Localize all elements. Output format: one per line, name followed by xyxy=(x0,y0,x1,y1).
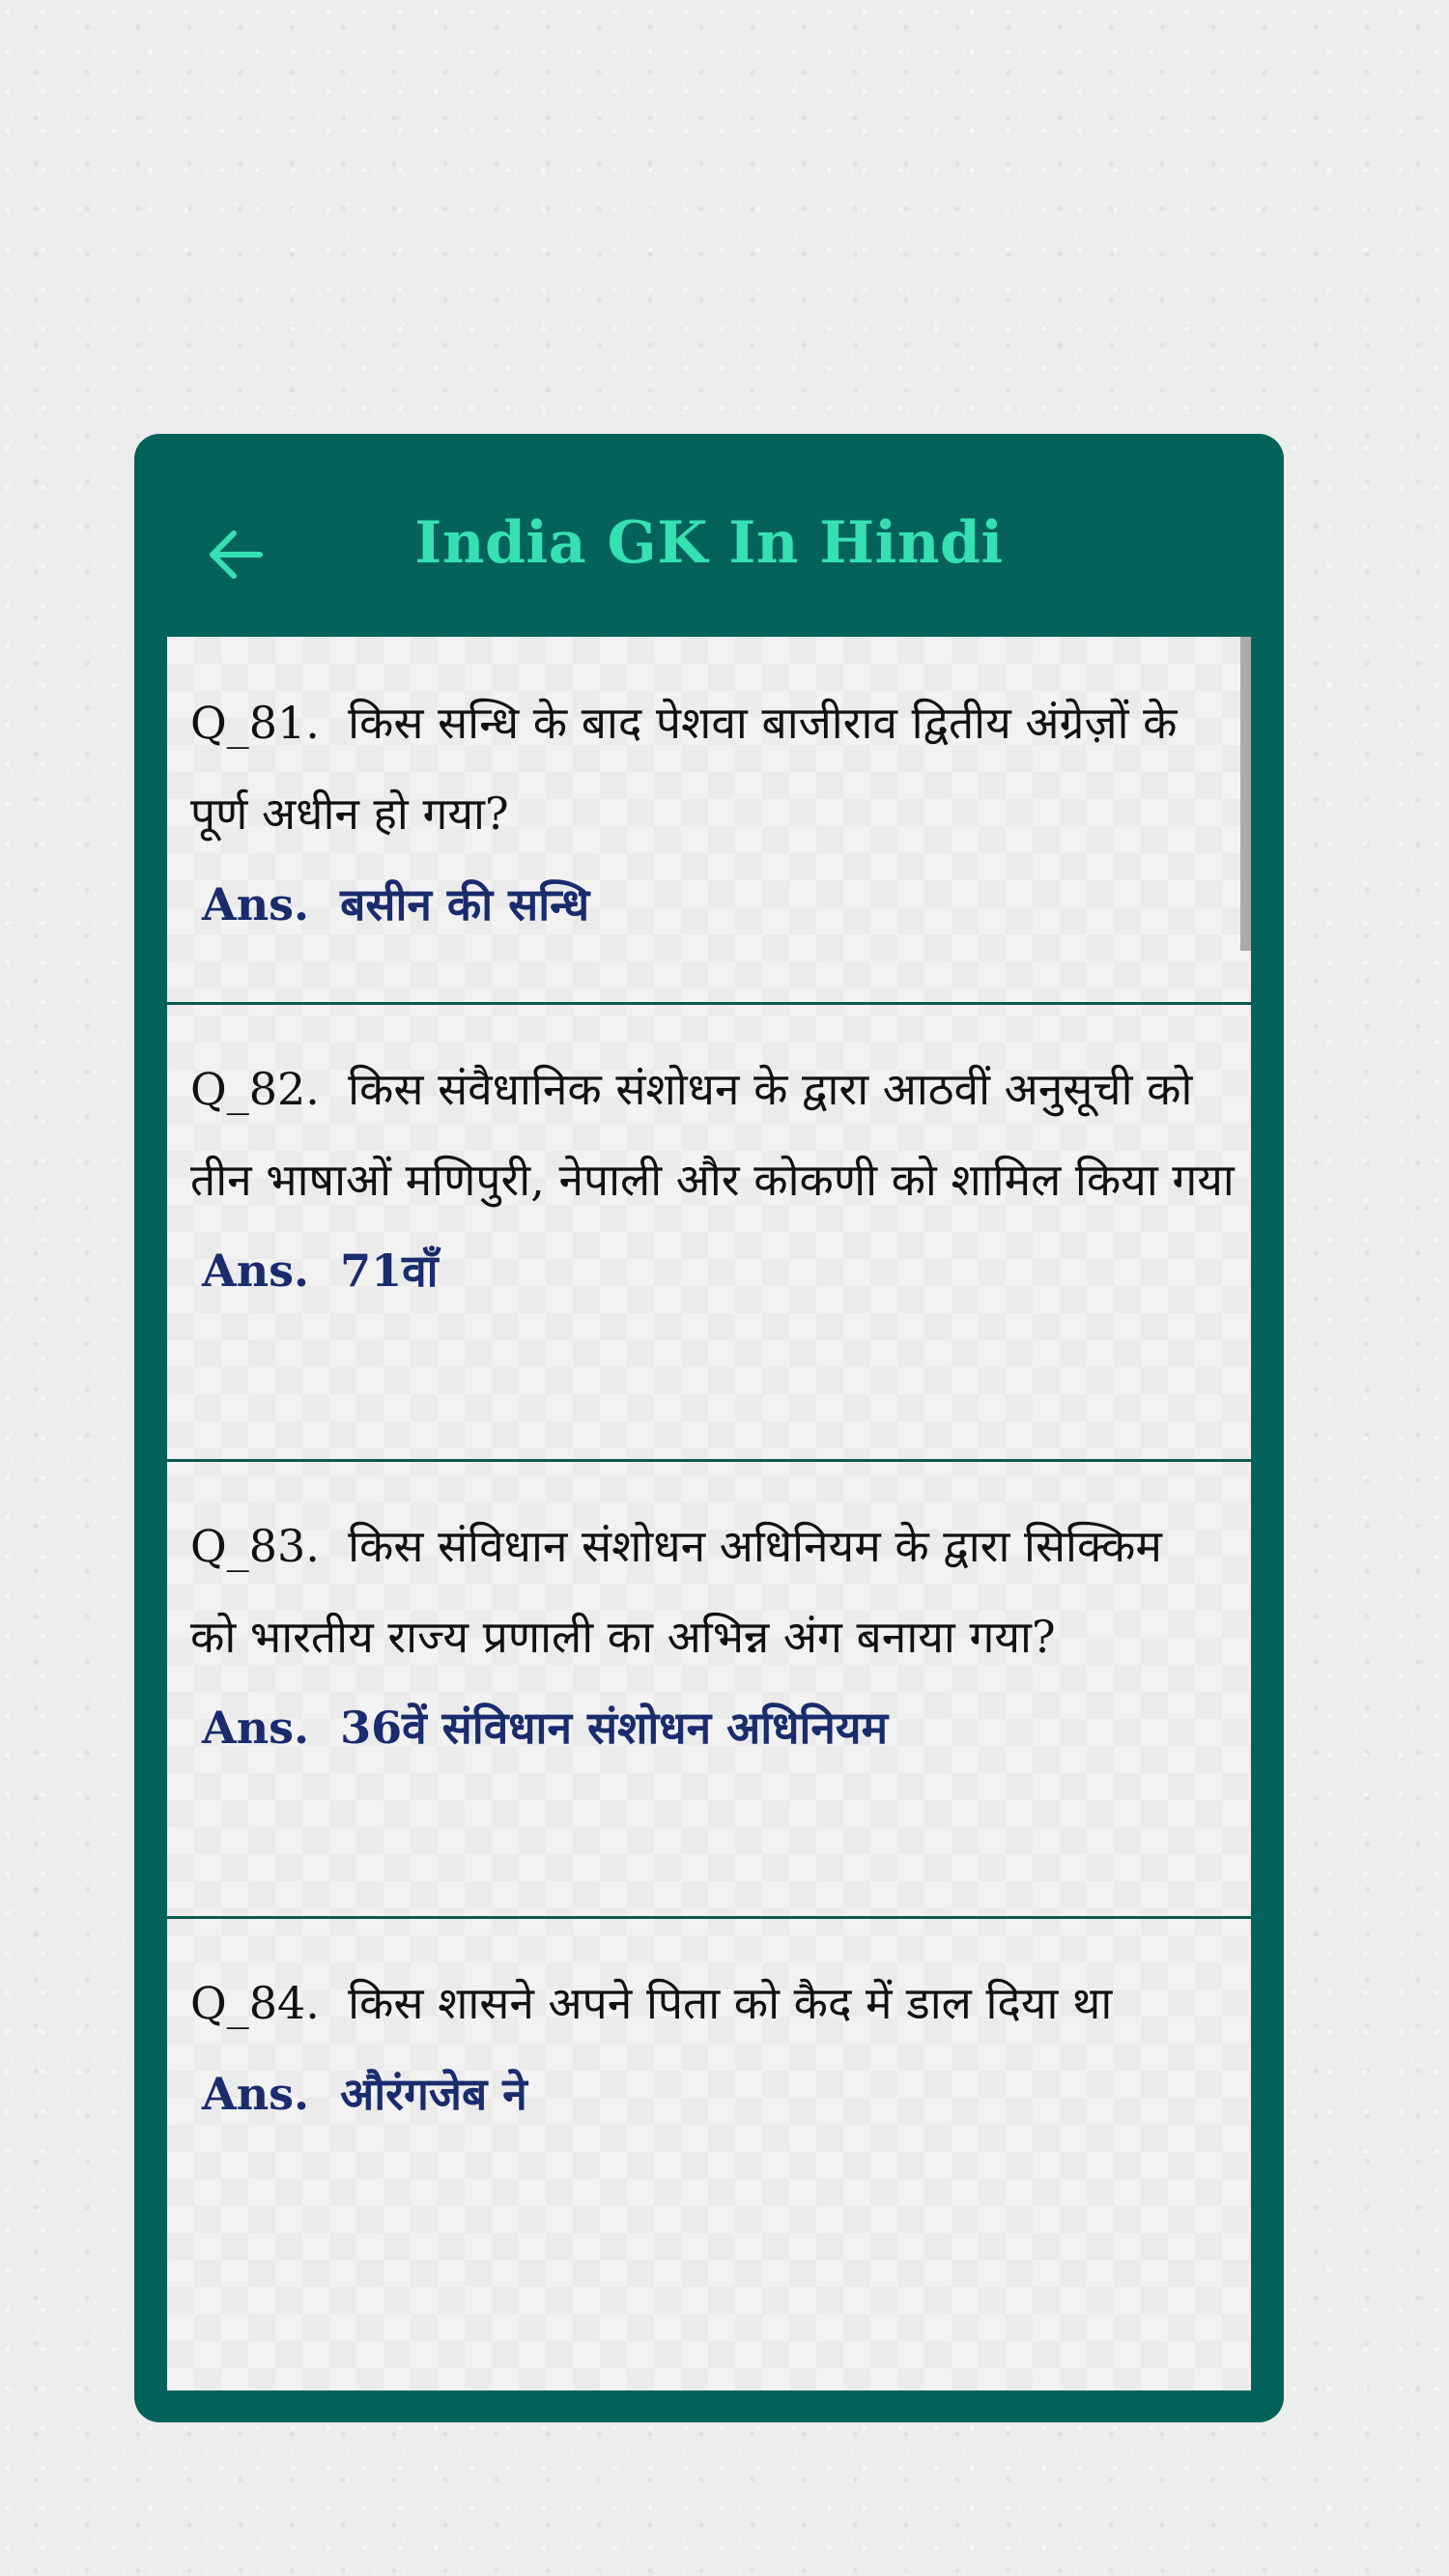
question-card xyxy=(167,1005,1251,1462)
question-card xyxy=(167,1462,1251,1919)
answer-label: Ans. xyxy=(202,1245,310,1297)
answer-text xyxy=(190,1225,1232,1316)
question-text xyxy=(190,1501,1195,1682)
question-list[interactable] xyxy=(167,637,1251,2390)
question-body: किस सन्धि के बाद पेशवा बाजीराव द्वितीय अंग्रेज़ों के पूर्ण अधीन हो गया? xyxy=(190,697,1178,840)
answer-label: Ans. xyxy=(202,1702,310,1754)
answer-label: Ans. xyxy=(202,2068,310,2120)
answer-text xyxy=(190,1682,1232,1773)
top-app-bar xyxy=(134,434,1284,637)
page-title: India GK In Hindi xyxy=(414,509,1004,577)
answer-label: Ans. xyxy=(202,878,310,930)
question-number: Q_82. xyxy=(190,1063,320,1115)
question-text xyxy=(190,677,1205,859)
question-number: Q_83. xyxy=(190,1520,320,1572)
question-number: Q_84. xyxy=(190,1977,320,2029)
answer-text xyxy=(190,859,1232,950)
answer-body: 71वाँ xyxy=(340,1245,439,1297)
question-body: किस संविधान संशोधन अधिनियम के द्वारा सिक्किम को भारतीय राज्य प्रणाली का अभिन्न अंग बनाया गया? xyxy=(190,1520,1162,1663)
question-text xyxy=(190,1958,1205,2048)
question-card xyxy=(167,637,1251,1005)
answer-body: 36वें संविधान संशोधन अधिनियम xyxy=(340,1702,889,1754)
question-body: किस शासने अपने पिता को कैद में डाल दिया था xyxy=(348,1977,1113,2029)
question-text xyxy=(190,1044,1243,1225)
question-number: Q_81. xyxy=(190,697,320,749)
answer-body: औरंगजेब ने xyxy=(340,2068,527,2120)
answer-text xyxy=(190,2048,1232,2139)
question-body: किस संवैधानिक संशोधन के द्वारा आठवीं अनुसूची को तीन भाषाओं मणिपुरी, नेपाली और कोकणी को शामिल किया गया xyxy=(190,1063,1235,1206)
answer-body: बसीन की सन्धि xyxy=(340,878,590,930)
question-card xyxy=(167,1919,1251,2390)
app-window xyxy=(134,434,1284,2422)
